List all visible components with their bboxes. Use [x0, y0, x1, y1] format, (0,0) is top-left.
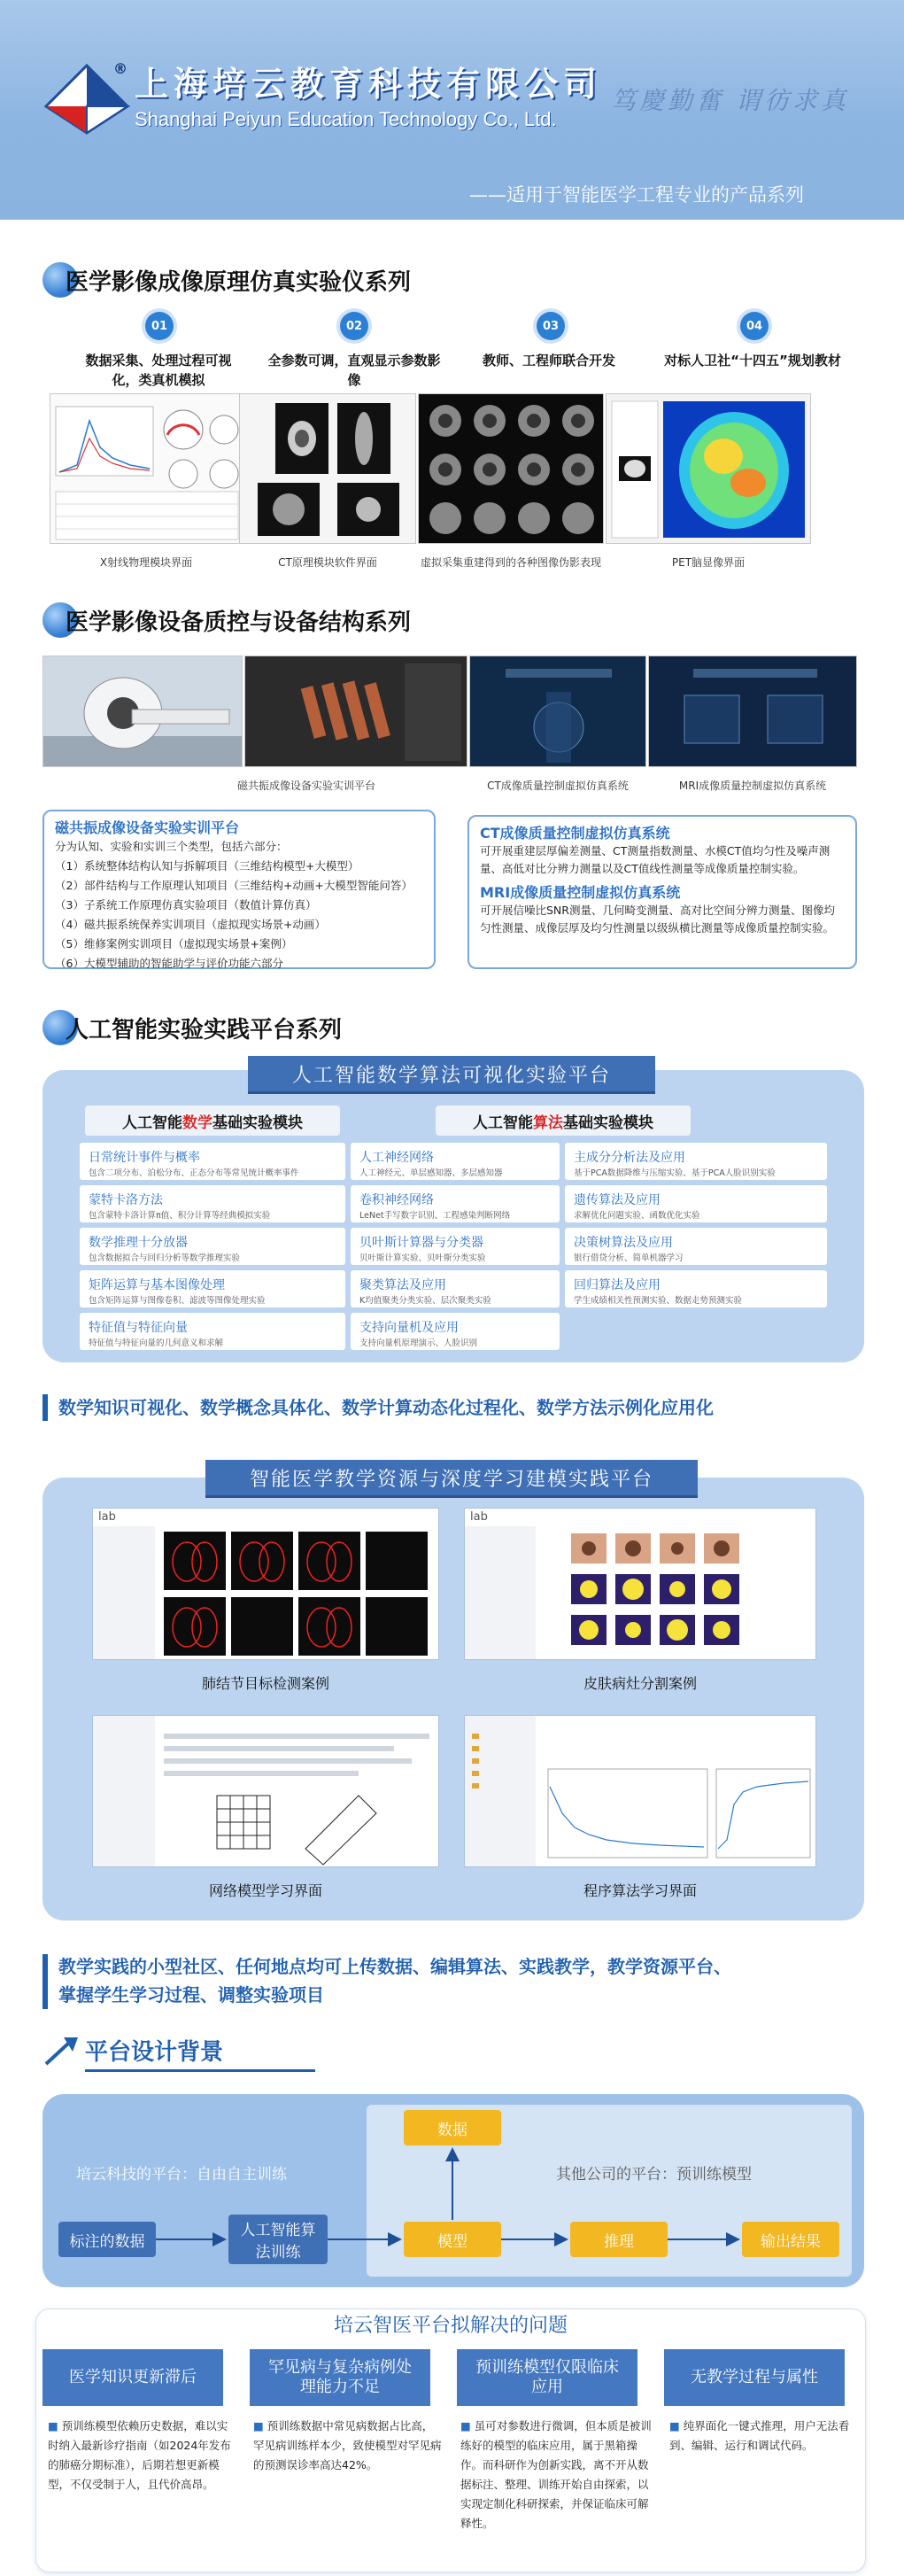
- mri-qc-screenshot: [648, 656, 857, 767]
- lab-logo: lab: [98, 1510, 116, 1524]
- mri-platform-info-box: [42, 810, 436, 969]
- pet-brain-screenshot: [606, 393, 811, 544]
- mri-qc-description: 可开展信噪比SNR测量、几何畸变测量、高对比空间分辨力测量、图像均匀性测量、成像层厚及均匀性测量以级纵横比测量等成像质量控制实验。: [480, 904, 835, 935]
- flow-box-output: 输出结果: [742, 2222, 839, 2257]
- lab-logo: lab: [470, 1510, 488, 1524]
- caption-pet: PET脑显像界面: [671, 556, 746, 569]
- background-title-arrow-icon: [42, 2034, 89, 2069]
- math-module-card[interactable]: 矩阵运算与基本图像处理 包含矩阵运算与图像卷积、滤波等图像处理实验: [80, 1270, 345, 1307]
- mri-platform-item: （2）部件结构与工作原理认知项目（三维结构+动画+大模型智能问答）: [55, 879, 413, 892]
- step-number-1: 01: [145, 312, 174, 340]
- step-number-3: 03: [537, 312, 565, 340]
- flow-box-ai-training: 人工智能算法训练: [228, 2215, 328, 2264]
- caption-xray: X射线物理模块界面: [99, 556, 193, 569]
- other-platform-label: 其他公司的平台：预训练模型: [556, 2166, 752, 2184]
- program-algorithm-learning-screenshot: [464, 1715, 816, 1867]
- company-name-cn: 上海培云教育科技有限公司: [135, 64, 603, 104]
- flow-box-data: 数据: [404, 2110, 501, 2145]
- teaching-resources-platform-banner: 智能医学教学资源与深度学习建模实践平台: [205, 1460, 698, 1495]
- flow-box-inference: 推理: [570, 2222, 668, 2257]
- algorithm-module-card[interactable]: 决策树算法及应用 银行借贷分析、简单机器学习: [565, 1228, 827, 1265]
- problems-title: 培云智医平台拟解决的问题: [333, 2315, 568, 2337]
- caption-ct-qc: CT成像质量控制虚拟仿真系统: [487, 780, 629, 792]
- caption-program-algorithm: 程序算法学习界面: [583, 1882, 697, 1899]
- section-title-ai-platform: 人工智能实验实践平台系列: [42, 1010, 342, 1045]
- algorithm-module-card[interactable]: 卷积神经网络 LeNet手写数字识别、工程感染判断网络: [351, 1185, 560, 1222]
- registered-mark: ®: [113, 60, 127, 77]
- highlight-bar: [42, 1954, 48, 2009]
- problem-body-rare-disease: ■ 预训练数据中常见病数据占比高，罕见病训练样本少，致使模型对罕见病的预测误诊率高达42%。: [253, 2419, 442, 2471]
- bullet-icon: ■: [48, 2419, 58, 2432]
- caption-ct: CT原理模块软件界面: [278, 556, 377, 569]
- step-number-4: 04: [740, 312, 769, 340]
- math-platform-highlight: 数学知识可视化、数学概念具体化、数学计算动态化过程化、数学方法示例化应用化: [58, 1397, 714, 1418]
- section-title-imaging-simulator: 医学影像成像原理仿真实验仪系列: [42, 262, 411, 298]
- ct-module-screenshot: [239, 393, 416, 544]
- background-section-title: 平台设计背景: [85, 2039, 224, 2066]
- caption-network-model: 网络模型学习界面: [208, 1882, 322, 1899]
- qc-systems-info-box: [467, 815, 857, 969]
- network-model-learning-screenshot: [92, 1715, 439, 1867]
- xray-module-screenshot: [50, 393, 243, 544]
- mri-platform-item: （6）大模型辅助的智能助学与评价功能六部分: [55, 957, 283, 970]
- teaching-platform-highlight-line2: 掌握学生学习过程、调整实验项目: [58, 1984, 324, 2006]
- ct-qc-screenshot: [469, 656, 646, 767]
- mri-platform-intro: 分为认知、实验和实训三个类型，包括六部分：: [55, 840, 288, 853]
- algorithm-module-card[interactable]: 支持向量机及应用 支持向量机原理演示、人脸识别: [351, 1313, 560, 1350]
- caption-artifacts: 虚拟采集重建得到的各种图像伪影表现: [420, 556, 601, 569]
- problem-body-knowledge-lag: ■ 预训练模型依赖历史数据，难以实时纳入最新诊疗指南（如2024年发布的肺癌分期标准），后期若想更新模型，不仅受制于人，且代价高昂。: [48, 2419, 231, 2491]
- company-name-en: Shanghai Peiyun Education Technology Co., Ltd.: [135, 108, 557, 130]
- company-slogan: 笃慶勤奮 谓彷求真: [611, 86, 849, 115]
- ct-qc-description: 可开展重建层厚偏差测量、CT测量指数测量、水模CT值均匀性及噪声测量、高低对比分辨力测量以及CT值线性测量等成像质量控制实验。: [480, 844, 831, 875]
- artifact-images-screenshot: [418, 393, 604, 544]
- algorithm-module-header: 人工智能 算法 基础实验模块: [436, 1106, 691, 1136]
- problem-head-knowledge-lag: 医学知识更新滞后: [42, 2349, 223, 2406]
- mri-platform-box-title: 磁共振成像设备实验实训平台: [55, 819, 240, 836]
- mri-qc-box-title: MRI成像质量控制虚拟仿真系统: [480, 884, 681, 901]
- problem-head-clinical-only: 预训练模型仅限临床应用: [457, 2349, 637, 2406]
- caption-lung-nodule: 肺结节目标检测案例: [201, 1675, 329, 1692]
- section-title-equipment-qc: 医学影像设备质控与设备结构系列: [42, 602, 411, 638]
- algorithm-module-card[interactable]: 主成分分析法及应用 基于PCA数据降维与压缩实验、基于PCA人脸识别实验: [565, 1143, 827, 1180]
- caption-mri-qc: MRI成像质量控制虚拟仿真系统: [678, 780, 827, 792]
- algorithm-module-card[interactable]: 贝叶斯计算器与分类器 贝叶斯计算实验、贝叶斯分类实验: [351, 1228, 560, 1265]
- mri-platform-item: （3）子系统工作原理仿真实验项目（数值计算仿真）: [55, 898, 317, 912]
- problem-head-no-teaching: 无教学过程与属性: [664, 2349, 845, 2406]
- step-text-4: 对标人卫社“十四五”规划教材: [664, 353, 841, 369]
- lung-nodule-detection-screenshot: [92, 1508, 439, 1660]
- math-module-card[interactable]: 数学推理十分放器 包含数据拟合与回归分析等数学推理实验: [80, 1228, 345, 1265]
- algorithm-module-card[interactable]: 聚类算法及应用 K均值聚类分类实验、层次聚类实验: [351, 1270, 560, 1307]
- ct-qc-box-title: CT成像质量控制虚拟仿真系统: [480, 825, 670, 842]
- mri-scanner-3d-screenshot: [42, 656, 243, 767]
- mri-coil-3d-screenshot: [244, 656, 467, 767]
- math-module-card[interactable]: 日常统计事件与概率 包含二项分布、泊松分布、正态分布等常见统计概率事件: [80, 1143, 345, 1180]
- algorithm-module-card[interactable]: 人工神经网络 人工神经元、单层感知器、多层感知器: [351, 1143, 560, 1180]
- problem-body-clinical-only: ■ 虽可对参数进行微调，但本质是被训练好的模型的临床应用，属于黑箱操作。而科研作为创新实践，离不开从数据标注、整理、训练开始自由探索，以实现定制化科研探索，并保证临床可解释性。: [460, 2419, 652, 2530]
- mri-platform-item: （5）维修案例实训项目（虚拟现实场景+案例）: [55, 937, 293, 950]
- bullet-icon: ■: [253, 2419, 264, 2432]
- teaching-platform-highlight-line1: 教学实践的小型社区、任何地点均可上传数据、编辑算法、实践教学，教学资源平台、: [58, 1956, 731, 1977]
- caption-mri-platform: 磁共振成像设备实验实训平台: [236, 780, 375, 792]
- step-text-3: 教师、工程师联合开发: [482, 353, 615, 369]
- page-header: [0, 0, 904, 220]
- bullet-icon: ■: [669, 2419, 680, 2432]
- math-module-header: 人工智能 数学 基础实验模块: [85, 1106, 340, 1136]
- product-series-subtitle: ——适用于智能医学工程专业的产品系列: [469, 184, 804, 206]
- mri-platform-item: （4）磁共振系统保养实训项目（虚拟现实场景+动画）: [55, 918, 326, 931]
- peiyun-platform-label: 培云科技的平台：自由自主训练: [76, 2166, 287, 2184]
- step-text-2: 全参数可调，直观显示参数影像: [267, 353, 441, 388]
- step-number-2: 02: [340, 312, 368, 340]
- math-algorithm-platform-banner: 人工智能数学算法可视化实验平台: [248, 1056, 655, 1091]
- flow-box-model: 模型: [404, 2222, 501, 2257]
- flow-box-labeled-data: 标注的数据: [58, 2222, 156, 2257]
- algorithm-module-card[interactable]: 回归算法及应用 学生成绩相关性预测实验、数据走势预测实验: [565, 1270, 827, 1307]
- algorithm-module-card[interactable]: 遗传算法及应用 求解优化问题实验、函数优化实验: [565, 1185, 827, 1222]
- caption-skin-lesion: 皮肤病灶分割案例: [583, 1675, 697, 1692]
- flow-arrows: [42, 2094, 864, 2287]
- problem-head-rare-disease: 罕见病与复杂病例处理能力不足: [250, 2349, 430, 2406]
- math-module-card[interactable]: 特征值与特征向量 特征值与特征向量的几何意义和求解: [80, 1313, 345, 1350]
- mri-platform-item: （1）系统整体结构认知与拆解项目（三维结构模型+大模型）: [55, 859, 359, 873]
- step-text-1: 数据采集、处理过程可视化，类真机模拟: [85, 353, 232, 388]
- highlight-bar: [42, 1394, 48, 1421]
- title-underline: [85, 2069, 315, 2072]
- bullet-icon: ■: [460, 2419, 471, 2432]
- math-module-card[interactable]: 蒙特卡洛方法 包含蒙特卡洛计算π值、积分计算等经典模拟实验: [80, 1185, 345, 1222]
- problem-body-no-teaching: ■ 纯界面化一键式推理，用户无法看到、编辑、运行和调试代码。: [669, 2419, 850, 2452]
- skin-lesion-segmentation-screenshot: [464, 1508, 816, 1660]
